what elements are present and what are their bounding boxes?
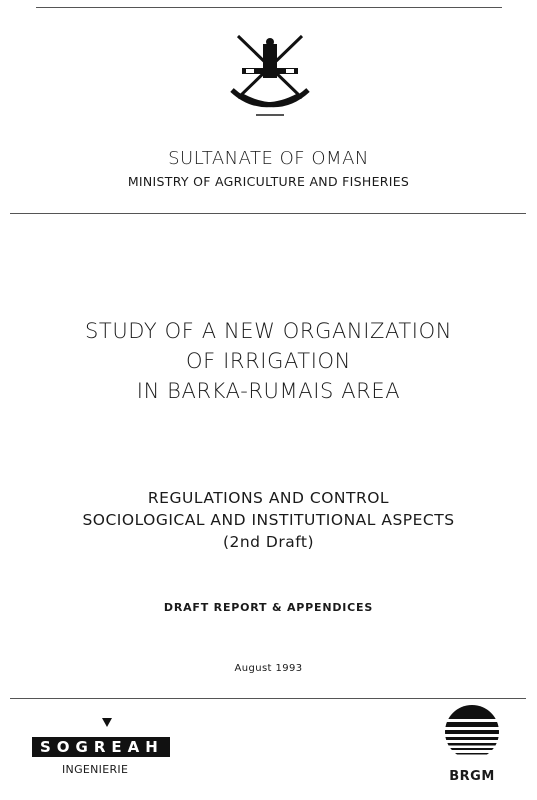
sogreah-wordmark: SOGREAH <box>32 737 170 757</box>
sogreah-subtitle: INGENIERIE <box>62 763 129 776</box>
header-rule <box>10 213 526 214</box>
country-name: SULTANATE OF OMAN <box>168 148 369 169</box>
report-type: DRAFT REPORT & APPENDICES <box>163 601 374 614</box>
oman-emblem-icon <box>220 30 320 122</box>
brgm-globe-icon <box>444 703 500 761</box>
subtitle-line-3: (2nd Draft) <box>222 533 315 551</box>
report-date: August 1993 <box>234 663 303 674</box>
ministry-name: MINISTRY OF AGRICULTURE AND FISHERIES <box>127 174 410 189</box>
report-title <box>0 316 537 406</box>
title-line-2: OF IRRIGATION <box>186 349 351 373</box>
subtitle-line-2: SOCIOLOGICAL AND INSTITUTIONAL ASPECTS <box>82 511 455 529</box>
triangle-icon <box>102 718 112 727</box>
sogreah-logo <box>32 718 182 776</box>
title-line-3: IN BARKA-RUMAIS AREA <box>136 379 401 403</box>
brgm-logo <box>442 703 502 784</box>
top-rule <box>36 7 502 8</box>
report-subtitle <box>0 487 537 553</box>
footer-rule <box>10 698 526 699</box>
brgm-wordmark: BRGM <box>449 769 495 784</box>
title-line-1: STUDY OF A NEW ORGANIZATION <box>84 319 453 343</box>
subtitle-line-1: REGULATIONS AND CONTROL <box>147 489 390 507</box>
